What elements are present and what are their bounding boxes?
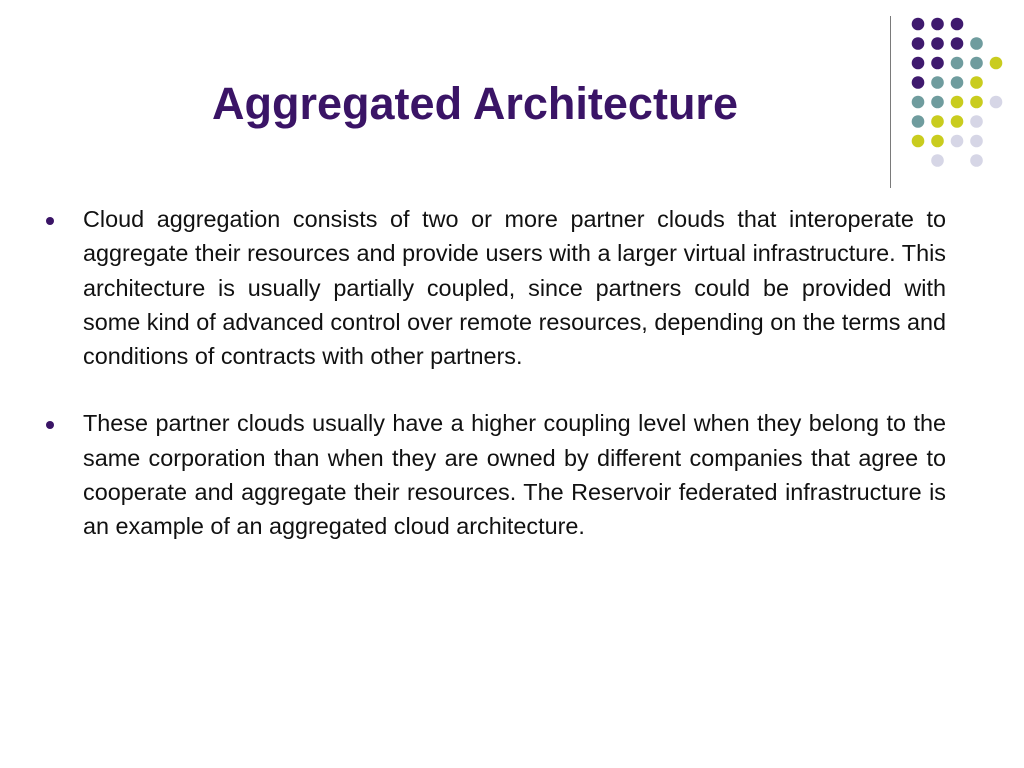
decorative-dot bbox=[970, 96, 983, 109]
decorative-dot bbox=[951, 37, 964, 50]
decorative-dot bbox=[970, 57, 983, 70]
decorative-dot bbox=[931, 96, 944, 109]
decorative-dot bbox=[970, 37, 983, 50]
decorative-dot bbox=[990, 57, 1003, 70]
decorative-dot bbox=[912, 18, 925, 31]
decorative-dot bbox=[931, 154, 944, 167]
decorative-dot bbox=[912, 57, 925, 70]
bullet-item bbox=[44, 406, 946, 543]
decorative-dot bbox=[912, 37, 925, 50]
decorative-dot bbox=[931, 135, 944, 148]
decorative-dot bbox=[931, 57, 944, 70]
decorative-dot bbox=[970, 76, 983, 89]
decorative-dot bbox=[951, 96, 964, 109]
bullet-text: These partner clouds usually have a higher coupling level when they belong to the same corporation than when they are owned by different companies that agree to cooperate and aggregate their resources. The Reservoir federated infrastructure is an example of an aggregated cloud architecture. bbox=[83, 410, 946, 540]
decorative-dot bbox=[951, 57, 964, 70]
decorative-dot bbox=[970, 154, 983, 167]
decorative-dot bbox=[912, 115, 925, 128]
decorative-dot bbox=[970, 115, 983, 128]
decorative-dot bbox=[951, 115, 964, 128]
decorative-dot bbox=[951, 135, 964, 148]
decorative-dot bbox=[970, 135, 983, 148]
decorative-dot bbox=[912, 76, 925, 89]
decorative-dot bbox=[931, 18, 944, 31]
decorative-dot bbox=[931, 115, 944, 128]
decorative-dot bbox=[912, 96, 925, 109]
bullet-text: Cloud aggregation consists of two or more partner clouds that interoperate to aggregate their resources and provide users with a larger virtual infrastructure. This architecture is usually partially coupled, since partners could be provided with some kind of advanced control over remote resources, depending on the terms and conditions of contracts with other partners. bbox=[83, 206, 946, 370]
decorative-dot bbox=[912, 135, 925, 148]
decorative-dot bbox=[951, 76, 964, 89]
decorative-dot bbox=[951, 18, 964, 31]
decorative-dot bbox=[931, 76, 944, 89]
decorative-dot bbox=[990, 96, 1003, 109]
decorative-dot bbox=[931, 37, 944, 50]
title-divider-line bbox=[890, 16, 891, 188]
slide-title: Aggregated Architecture bbox=[212, 78, 738, 129]
bullet-list bbox=[44, 202, 946, 577]
bullet-dot-icon bbox=[46, 421, 54, 429]
bullet-dot-icon bbox=[46, 217, 54, 225]
bullet-item bbox=[44, 202, 946, 373]
